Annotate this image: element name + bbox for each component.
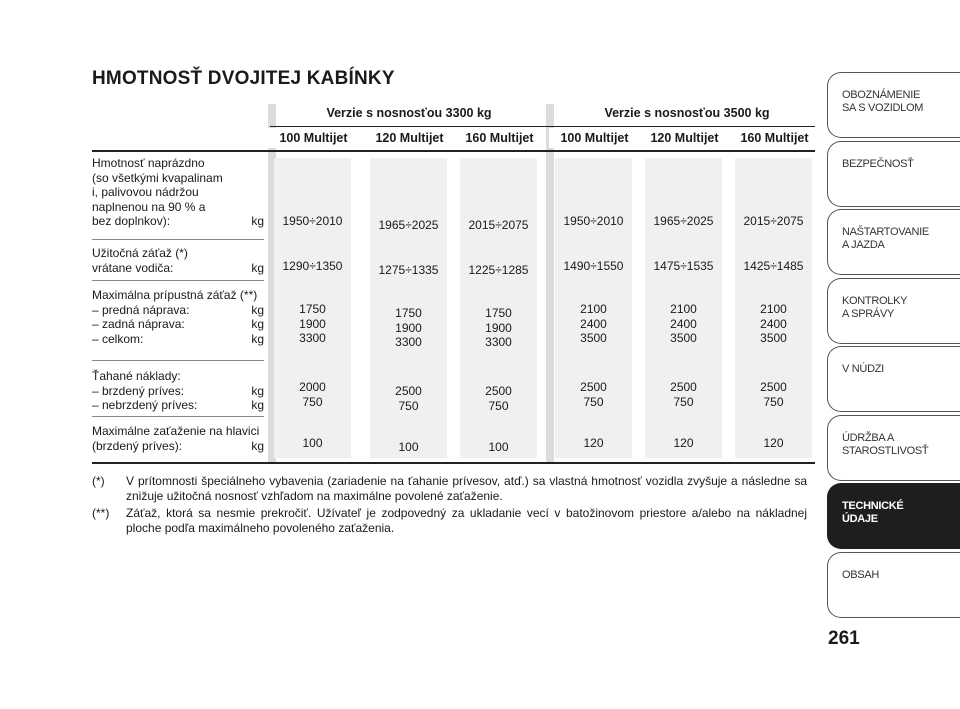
cell-value: 3300 [485,335,512,349]
nav-tab-label: ÚDRŽBA A [842,431,895,444]
cell-value: 750 [398,398,419,413]
row-label [92,288,264,346]
table-cell [641,302,726,346]
row-label-text: Maximálne zaťaženie na hlavici [92,424,260,438]
row-label-text: i, palivovou nádržou [92,185,199,199]
row-label [92,424,264,453]
row-label-text: Ťahané náklady: [92,369,181,383]
row-label-line [92,214,264,229]
nav-tab[interactable] [827,278,960,344]
table-cell [641,214,726,229]
cell-value: 3500 [670,331,697,345]
cell-value: 2100 [670,302,697,316]
row-label-line [92,303,264,318]
cell-value: 2100 [760,302,787,316]
footnotes [92,474,807,538]
row-rule [92,239,264,240]
row-label-line [92,317,264,332]
row-label [92,369,264,413]
row-label-line [92,171,264,186]
row-label-line [92,185,264,200]
nav-tab[interactable] [827,141,960,207]
row-label-text: Hmotnosť naprázdno [92,156,205,170]
header-bottom-rule [92,150,815,152]
nav-tab-label: KONTROLKY [842,294,908,307]
column-header: 160 Multijet [454,128,545,148]
row-label-text: (brzdený príves): [92,438,183,453]
row-rule [92,280,264,281]
row-label-text: – brzdený príves: [92,383,185,398]
row-label-text: vrátane vodiča: [92,260,174,275]
row-label [92,156,264,229]
nav-tab-label: A SPRÁVY [842,307,895,320]
page-title: HMOTNOSŤ DVOJITEJ KABÍNKY [92,68,395,89]
row-label-text: – celkom: [92,331,144,346]
nav-tab-label: OBSAH [842,568,880,581]
cell-value: 750 [763,394,784,409]
table-cell [270,380,355,409]
table-cell [731,214,816,229]
cell-value: 1490÷1550 [563,259,624,273]
row-unit: kg [251,317,264,331]
table-cell [366,218,451,233]
table-cell [641,259,726,274]
cell-value: 2400 [760,316,787,331]
table-cell [731,380,816,409]
footnote [92,506,807,536]
row-label-text: – zadná náprava: [92,317,185,331]
row-label-text: – nebrzdený príves: [92,398,198,412]
row-label-line [92,261,264,276]
table-cell [456,440,541,455]
row-label-text: Maximálna prípustná záťaž (**) [92,288,258,302]
row-unit: kg [251,383,264,398]
cell-value: 1275÷1335 [378,263,439,277]
cell-value: 750 [488,398,509,413]
row-label-line [92,332,264,347]
cell-value: 3300 [395,335,422,349]
cell-value: 2015÷2075 [468,218,529,232]
cell-value: 2500 [580,380,607,394]
cell-value: 1475÷1535 [653,259,714,273]
table-cell [551,214,636,229]
nav-tab[interactable] [827,415,960,481]
nav-tab-label: OBOZNÁMENIE [842,89,920,101]
cell-value: 1950÷2010 [282,214,343,228]
table-cell [366,384,451,413]
row-label-line [92,156,264,171]
row-unit: kg [251,214,264,228]
cell-value: 1900 [299,316,326,331]
row-unit: kg [251,260,264,275]
cell-value: 100 [398,440,419,454]
cell-value: 3500 [760,331,787,345]
table-cell [270,259,355,274]
column-header: 100 Multijet [549,128,640,148]
nav-tab-label: ÚDAJE [842,513,878,525]
group-header-3300: Verzie s nosnosťou 3300 kg [326,106,492,120]
column-header: 120 Multijet [639,128,730,148]
table-cell [270,214,355,229]
header-rule [270,126,815,127]
cell-value: 2015÷2075 [743,214,804,228]
row-label-line [92,200,264,215]
footnote-text: V prítomnosti špeciálneho vybavenia (zariadenie na ťahanie prívesov, atď.) sa vlastná hmotnosť vozidla zvyšuje a následne sa znižuje užitočná nosnosť vzhľadom na maximálne povolené zaťaženie. [126,474,807,503]
footnote-mark: (*) [92,474,105,488]
column-header: 120 Multijet [364,128,455,148]
row-label-line [92,369,264,384]
row-label-line [92,384,264,399]
cell-value: 750 [673,394,694,409]
cell-value: 2500 [670,380,697,394]
nav-tab[interactable] [827,346,960,412]
row-rule [92,360,264,361]
row-label-text: bez doplnkov): [92,214,171,228]
row-unit: kg [251,398,264,412]
cell-value: 1750 [395,306,422,320]
page-number: 261 [828,628,860,649]
row-unit: kg [251,302,264,317]
cell-value: 1425÷1485 [743,259,804,273]
row-label-text: Užitočná záťaž (*) [92,246,188,260]
nav-tab-label: STAROSTLIVOSŤ [842,444,929,457]
table-cell [551,302,636,346]
cell-value: 2500 [395,384,422,398]
table-cell [641,436,726,451]
group-header-3500: Verzie s nosnosťou 3500 kg [604,106,770,120]
table-cell [456,306,541,350]
table-bottom-rule [92,462,815,464]
cell-value: 1950÷2010 [563,214,624,228]
table-cell [270,436,355,451]
cell-value: 120 [763,436,784,450]
row-label-line [92,288,264,303]
cell-value: 1750 [299,302,326,316]
cell-value: 120 [583,436,604,450]
table-cell [641,380,726,409]
table-cell [551,380,636,409]
cell-value: 750 [583,394,604,409]
cell-value: 100 [302,436,323,450]
table-cell [551,259,636,274]
nav-tab[interactable] [827,483,960,549]
cell-value: 100 [488,440,509,454]
table-cell [456,384,541,413]
nav-tab[interactable] [827,72,960,138]
nav-tab[interactable] [827,209,960,275]
row-label-line [92,398,264,413]
cell-value: 1750 [485,306,512,320]
row-label-line [92,246,264,261]
nav-tab-label: A JAZDA [842,239,885,251]
footnote-mark: (**) [92,506,110,520]
footnote-text: Záťaž, ktorá sa nesmie prekročiť. Užívateľ je zodpovedný za ukladanie vecí v batožinovom priestore a/alebo na nákladnej ploche podľa maximálneho povoleného zaťaženia. [126,506,807,535]
table-cell [731,259,816,274]
cell-value: 1965÷2025 [378,218,439,232]
row-unit: kg [251,438,264,453]
cell-value: 2400 [670,316,697,331]
table-cell [270,302,355,346]
table-cell [366,306,451,350]
column-header: 100 Multijet [268,128,359,148]
nav-tab-label: TECHNICKÉ [842,500,904,512]
row-unit: kg [251,331,264,346]
table-cell [366,440,451,455]
nav-tab-label: BEZPEČNOSŤ [842,157,914,170]
row-label-line [92,439,264,454]
footnote [92,474,807,504]
cell-value: 2400 [580,316,607,331]
cell-value: 2500 [760,380,787,394]
cell-value: 2100 [580,302,607,316]
cell-value: 3500 [580,331,607,345]
row-label [92,246,264,275]
row-rule [92,416,264,417]
row-label-line [92,424,264,439]
nav-tab-label: SA S VOZIDLOM [842,102,924,114]
table-cell [731,302,816,346]
cell-value: 1965÷2025 [653,214,714,228]
row-label-text: naplnenou na 90 % a [92,199,206,214]
cell-value: 3300 [299,331,326,345]
table-cell [731,436,816,451]
cell-value: 750 [302,394,323,409]
table-cell [456,218,541,233]
row-label-text: – predná náprava: [92,302,190,317]
table-cell [551,436,636,451]
cell-value: 1290÷1350 [282,259,343,273]
row-label-text: (so všetkými kvapalinam [92,170,223,185]
nav-tab-label: V NÚDZI [842,363,884,375]
cell-value: 1900 [485,320,512,335]
table-cell [456,263,541,278]
nav-tab-label: NAŠTARTOVANIE [842,226,929,238]
table-cell [366,263,451,278]
column-header: 160 Multijet [729,128,820,148]
cell-value: 2000 [299,380,326,394]
nav-tab[interactable] [827,552,960,618]
cell-value: 120 [673,436,694,450]
cell-value: 2500 [485,384,512,398]
cell-value: 1225÷1285 [468,263,529,277]
cell-value: 1900 [395,320,422,335]
